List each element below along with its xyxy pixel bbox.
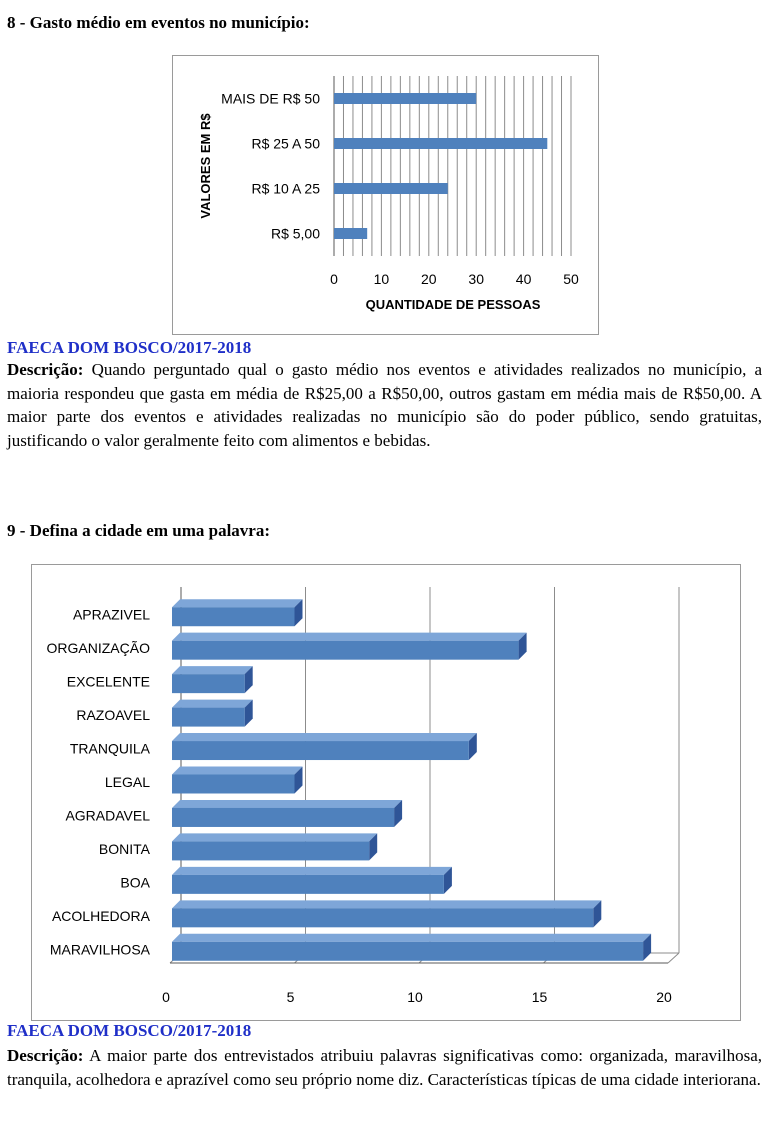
bar-r-10-a-25 — [334, 183, 448, 194]
x-tick-label: 40 — [515, 271, 532, 287]
bar-front-face — [172, 674, 245, 693]
category-label-r-5-00: R$ 5,00 — [270, 225, 320, 242]
bar-front-face — [172, 708, 245, 727]
category-label-r-25-a-50: R$ 25 A 50 — [251, 135, 320, 152]
bar-maravilhosa — [172, 934, 651, 961]
x-tick-label: 5 — [286, 989, 295, 1005]
category-label-legal: LEGAL — [104, 774, 150, 790]
spending-chart — [172, 55, 599, 335]
x-tick-label: 0 — [162, 989, 170, 1005]
bar-acolhedora — [172, 900, 601, 927]
bar-top-face — [172, 934, 651, 942]
bar-tranquila — [172, 733, 477, 760]
bar-front-face — [172, 808, 394, 827]
section-8-description — [7, 358, 762, 452]
category-label-r-10-a-25: R$ 10 A 25 — [251, 180, 320, 197]
bar-front-face — [172, 775, 295, 794]
category-label-aprazivel: APRAZIVEL — [72, 606, 150, 623]
bar-legal — [172, 767, 303, 794]
bar-boa — [172, 867, 452, 894]
city-word-chart-svg — [32, 565, 740, 1020]
bar-front-face — [172, 641, 519, 660]
section-9-source: FAECA DOM BOSCO/2017-2018 — [7, 1021, 252, 1040]
x-tick-label: 20 — [421, 271, 437, 287]
bar-front-face — [172, 875, 444, 894]
section-8-description-text: Quando perguntado qual o gasto médio nos eventos e atividades realizados no município, a maioria respondeu que gasta em média de R$25,00 a R$50,00, outros gastam em média mais de R$50,00. A maior parte dos eventos e atividades realizadas no município são do poder público, sendo gratuitas, justificando o valor geralmente feito com alimentos e bebidas. — [7, 360, 762, 450]
spending-chart-svg — [173, 56, 598, 334]
bar-top-face — [172, 599, 303, 607]
category-label-excelente: EXCELENTE — [66, 673, 150, 690]
bar-top-face — [172, 666, 253, 674]
bar-front-face — [172, 908, 593, 927]
category-label-acolhedora: ACOLHEDORA — [51, 907, 150, 924]
floor-gridline — [668, 953, 679, 963]
category-label-boa: BOA — [120, 874, 150, 891]
x-tick-label: 50 — [563, 271, 579, 287]
x-axis-title: QUANTIDADE DE PESSOAS — [365, 297, 541, 312]
bar-organiza-o — [172, 633, 527, 660]
section-8-description-label: Descrição: — [7, 360, 84, 379]
category-label-mais-de-r-50: MAIS DE R$ 50 — [221, 90, 320, 107]
category-label-maravilhosa: MARAVILHOSA — [49, 941, 150, 958]
section-8-source: FAECA DOM BOSCO/2017-2018 — [7, 338, 252, 357]
bar-agradavel — [172, 800, 402, 827]
bar-razoavel — [172, 700, 253, 727]
bar-top-face — [172, 767, 303, 775]
section-8-heading: 8 - Gasto médio em eventos no município: — [7, 13, 310, 32]
x-tick-label: 0 — [330, 271, 338, 287]
category-label-tranquila: TRANQUILA — [69, 740, 150, 757]
bar-top-face — [172, 867, 452, 875]
category-label-organiza-o: ORGANIZAÇÃO — [46, 640, 150, 657]
bar-mais-de-r-50 — [334, 93, 476, 104]
bar-top-face — [172, 700, 253, 708]
x-tick-label: 10 — [373, 271, 390, 287]
category-label-bonita: BONITA — [98, 840, 150, 857]
x-tick-label: 20 — [656, 989, 672, 1005]
bar-front-face — [172, 607, 295, 626]
x-tick-label: 10 — [407, 989, 423, 1005]
section-9-heading: 9 - Defina a cidade em uma palavra: — [7, 521, 271, 540]
bar-top-face — [172, 833, 377, 841]
x-tick-label: 30 — [468, 271, 484, 287]
bar-bonita — [172, 833, 377, 860]
bar-r-5-00 — [334, 228, 367, 239]
bar-front-face — [172, 841, 369, 860]
bar-front-face — [172, 942, 643, 961]
category-label-razoavel: RAZOAVEL — [76, 707, 150, 724]
bar-top-face — [172, 900, 601, 908]
section-9-description-text: A maior parte dos entrevistados atribuiu palavras significativas como: organizada, maravilhosa, tranquila, acolhedora e aprazível como seu próprio nome diz. Características típicas de uma cidade interiorana. — [7, 1046, 762, 1089]
section-9-description — [7, 1044, 762, 1091]
section-9-description-label: Descrição: — [7, 1046, 84, 1065]
bar-r-25-a-50 — [334, 138, 547, 149]
bar-top-face — [172, 633, 527, 641]
category-label-agradavel: AGRADAVEL — [65, 807, 150, 824]
city-word-chart — [31, 564, 741, 1021]
bar-aprazivel — [172, 599, 303, 626]
bar-excelente — [172, 666, 253, 693]
bar-top-face — [172, 800, 402, 808]
bar-top-face — [172, 733, 477, 741]
x-tick-label: 15 — [531, 989, 548, 1005]
bar-front-face — [172, 741, 469, 760]
y-axis-title: VALORES EM R$ — [198, 113, 213, 219]
